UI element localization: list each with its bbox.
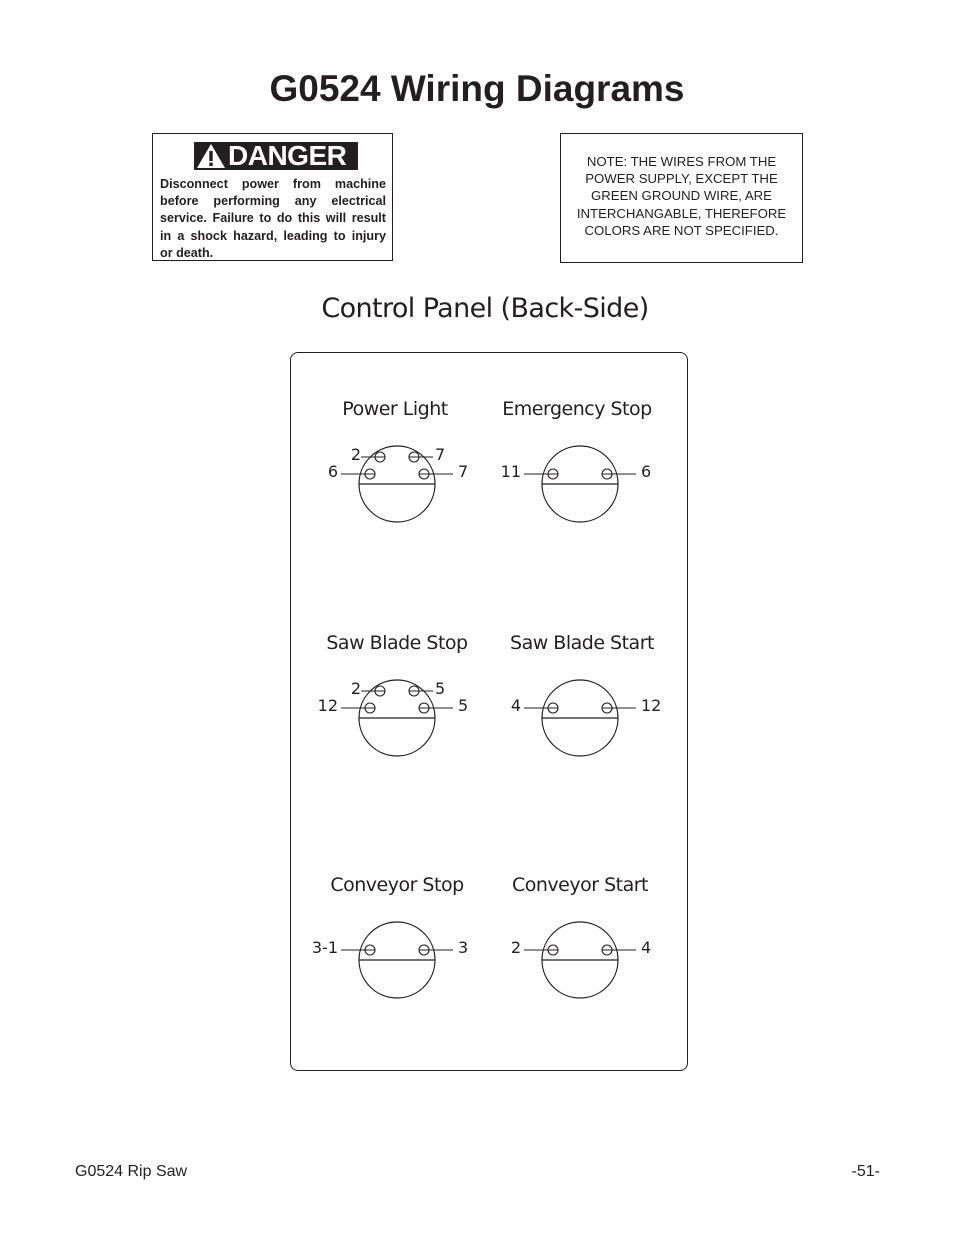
page-title: G0524 Wiring Diagrams xyxy=(269,68,685,109)
switch-2 xyxy=(524,446,636,522)
wire-number-right: 6 xyxy=(641,462,652,481)
wire-number-top-left: 2 xyxy=(350,679,361,698)
switch-6 xyxy=(524,922,636,998)
wire-number-left: 11 xyxy=(500,462,521,481)
wire-number-right: 4 xyxy=(641,938,652,957)
wire-number-left: 3-1 xyxy=(311,938,338,957)
wire-number-bottom-right: 5 xyxy=(458,696,469,715)
switch-label: Conveyor Stop xyxy=(330,874,464,896)
switch-label: Saw Blade Start xyxy=(510,632,654,654)
wire-number-top-right: 5 xyxy=(435,679,446,698)
danger-text: Disconnect power from machine before performing any electrical service. Failure to do this will result in a shock hazard, leading to injury or death. xyxy=(160,177,386,260)
switch-label: Conveyor Start xyxy=(511,874,648,896)
wire-number-right: 12 xyxy=(641,696,662,715)
footer-left: G0524 Rip Saw xyxy=(75,1163,188,1180)
danger-heading: DANGER xyxy=(228,140,347,171)
switch-4 xyxy=(524,680,636,756)
wire-number-right: 3 xyxy=(458,938,469,957)
switch-5 xyxy=(341,922,453,998)
footer-page-number: -51- xyxy=(851,1163,880,1180)
wire-number-bottom-right: 7 xyxy=(458,462,469,481)
switch-label: Saw Blade Stop xyxy=(326,632,468,654)
note-text: NOTE: THE WIRES FROM THE POWER SUPPLY, EXCEPT THE GREEN GROUND WIRE, ARE INTERCHANGABLE, THEREFORE COLORS ARE NOT SPECIFIED. xyxy=(576,153,787,238)
wire-number-left: 4 xyxy=(510,696,521,715)
panel-title: Control Panel (Back-Side) xyxy=(321,293,649,324)
wire-number-left: 2 xyxy=(510,938,521,957)
switch-label: Emergency Stop xyxy=(502,398,652,420)
wire-number-top-right: 7 xyxy=(435,445,446,464)
wire-number-bottom-left: 12 xyxy=(317,696,338,715)
wire-number-bottom-left: 6 xyxy=(327,462,338,481)
wire-number-top-left: 2 xyxy=(350,445,361,464)
switch-label: Power Light xyxy=(342,398,448,420)
